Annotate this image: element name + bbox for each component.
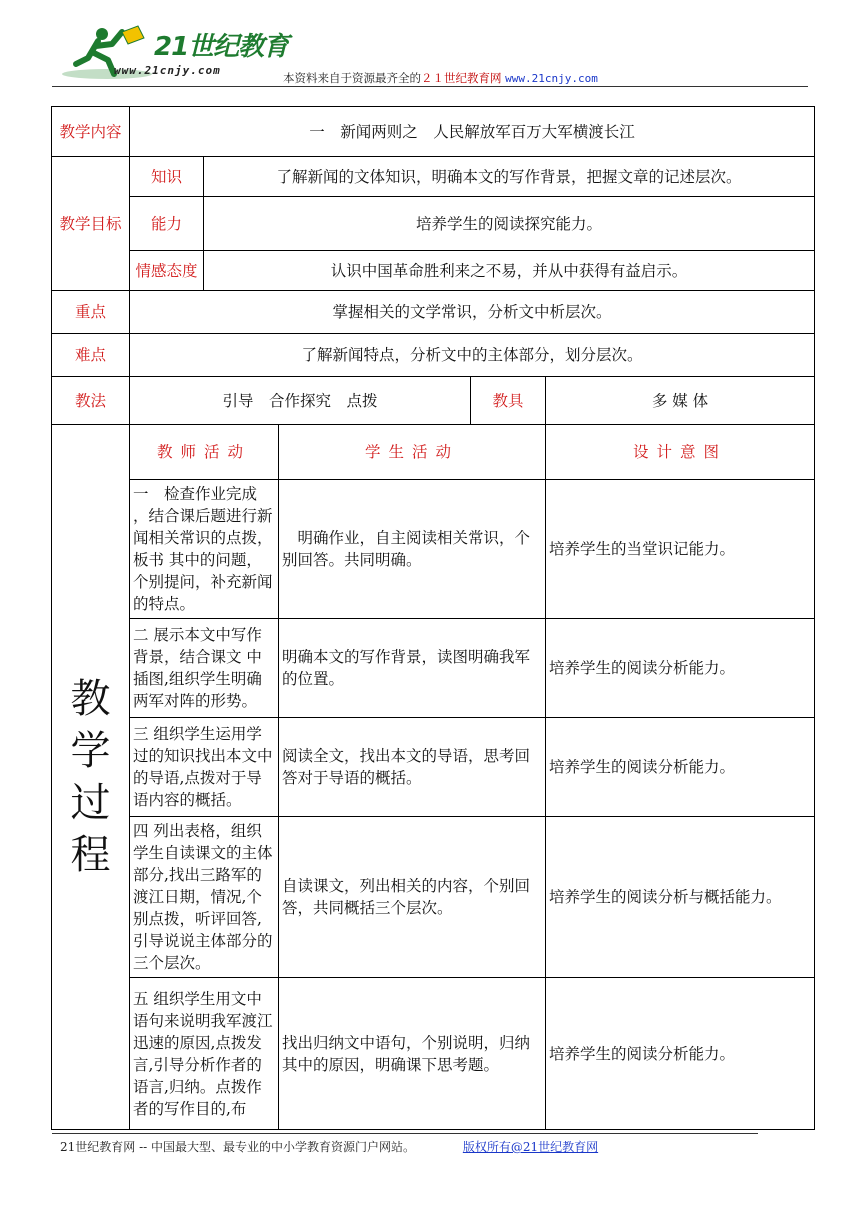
process-label-text (52, 673, 129, 881)
row-key-point (52, 291, 815, 334)
source-prefix: 本资料来自于资源最齐全的 (283, 71, 421, 85)
header-teacher: 教师活动 (130, 425, 279, 480)
goal-label: 能力 (130, 197, 204, 251)
lesson-plan-table (51, 106, 815, 1130)
header-student: 学生活动 (279, 425, 546, 480)
difficulty-label: 难点 (52, 334, 130, 377)
teacher-activity: 五 组织学生用文中语句来说明我军渡江迅速的原因,点拨发言,引导分析作者的语言,归纳。点拨作者的写作目的,布 (133, 989, 273, 1118)
site-logo[interactable] (52, 24, 289, 82)
design-intent: 培养学生的阅读分析能力。 (549, 1044, 736, 1063)
goal-label: 知识 (130, 157, 204, 197)
goal-label: 情感态度 (130, 251, 204, 291)
content-label: 教学内容 (52, 107, 130, 157)
teacher-activity: 四 列出表格，组织学生自读课文的主体部分,找出三路军的渡江日期，情况,个别点拨，听评回答,引导说说主体部分的三个层次。 (133, 822, 273, 972)
page-header (0, 0, 860, 92)
design-intent: 培养学生的阅读分析与概括能力。 (549, 888, 782, 906)
tools-value: 多 媒 体 (546, 377, 815, 425)
source-line (283, 70, 598, 86)
table-row (52, 817, 815, 978)
row-goal-attitude (52, 251, 815, 291)
footer-divider (52, 1133, 758, 1134)
key-value: 掌握相关的文学常识，分析文中析层次。 (130, 291, 815, 334)
teacher-activity: 三 组织学生运用学过的知识找出本文中的导语,点拨对于导语内容的概括。 (133, 725, 273, 809)
table-row (52, 480, 815, 619)
student-activity: 阅读全文，找出本文的导语，思考回答对于导语的概括。 (282, 747, 531, 787)
source-url-link[interactable]: www.21cnjy.com (505, 72, 598, 85)
copyright-link[interactable]: 版权所有@21世纪教育网 (462, 1140, 599, 1154)
row-difficulty (52, 334, 815, 377)
row-goal-ability (52, 197, 815, 251)
source-site-link[interactable]: ２１世纪教育网 (421, 71, 502, 85)
difficulty-value: 了解新闻特点，分析文中的主体部分，划分层次。 (130, 334, 815, 377)
teacher-activity: 二 展示本文中写作背景，结合课文 中插图,组织学生明确两军对阵的形势。 (133, 626, 262, 710)
process-char: 程 (70, 832, 111, 878)
page-footer (60, 1138, 598, 1155)
logo-url: www.21cnjy.com (114, 64, 221, 77)
process-char: 过 (70, 780, 111, 826)
header-divider (52, 86, 808, 87)
row-method (52, 377, 815, 425)
footer-site-text: 21世纪教育网 -- 中国最大型、最专业的中小学教育资源门户网站。 (60, 1140, 416, 1154)
logo-wordmark: 21世纪教育 (154, 32, 289, 62)
key-label: 重点 (52, 291, 130, 334)
goals-label: 教学目标 (52, 157, 130, 291)
tools-label: 教具 (471, 377, 546, 425)
student-activity: 明确作业，自主阅读相关常识，个别回答。共同明确。 (282, 529, 531, 569)
design-intent: 培养学生的阅读分析能力。 (549, 659, 736, 677)
design-intent: 培养学生的当堂识记能力。 (549, 540, 736, 558)
header-design: 设计意图 (546, 425, 815, 480)
student-activity: 找出归纳文中语句，个别说明，归纳其中的原因，明确课下思考题。 (282, 1033, 531, 1074)
row-content (52, 107, 815, 157)
row-goal-knowledge (52, 157, 815, 197)
student-activity: 明确本文的写作背景，读图明确我军的位置。 (282, 648, 531, 688)
process-char: 教 (70, 676, 111, 722)
goal-value: 认识中国革命胜利来之不易，并从中获得有益启示。 (204, 251, 815, 291)
table-row (52, 718, 815, 817)
design-intent: 培养学生的阅读分析能力。 (549, 758, 736, 776)
goal-value: 了解新闻的文体知识，明确本文的写作背景，把握文章的记述层次。 (204, 157, 815, 197)
method-value: 引导 合作探究 点拨 (130, 377, 471, 425)
method-label: 教法 (52, 377, 130, 425)
process-char: 学 (70, 728, 111, 774)
table-row (52, 619, 815, 718)
process-label (52, 425, 130, 1130)
teacher-activity: 一 检查作业完成 ，结合课后题进行新闻相关常识的点拨，板书 其中的问题，个别提问，补充新闻的特点。 (133, 485, 273, 613)
table-row (52, 978, 815, 1130)
student-activity: 自读课文，列出相关的内容，个别回答，共同概括三个层次。 (282, 877, 531, 917)
content-value: 一 新闻两则之 人民解放军百万大军横渡长江 (130, 107, 815, 157)
goal-value: 培养学生的阅读探究能力。 (204, 197, 815, 251)
process-header-row (52, 425, 815, 480)
